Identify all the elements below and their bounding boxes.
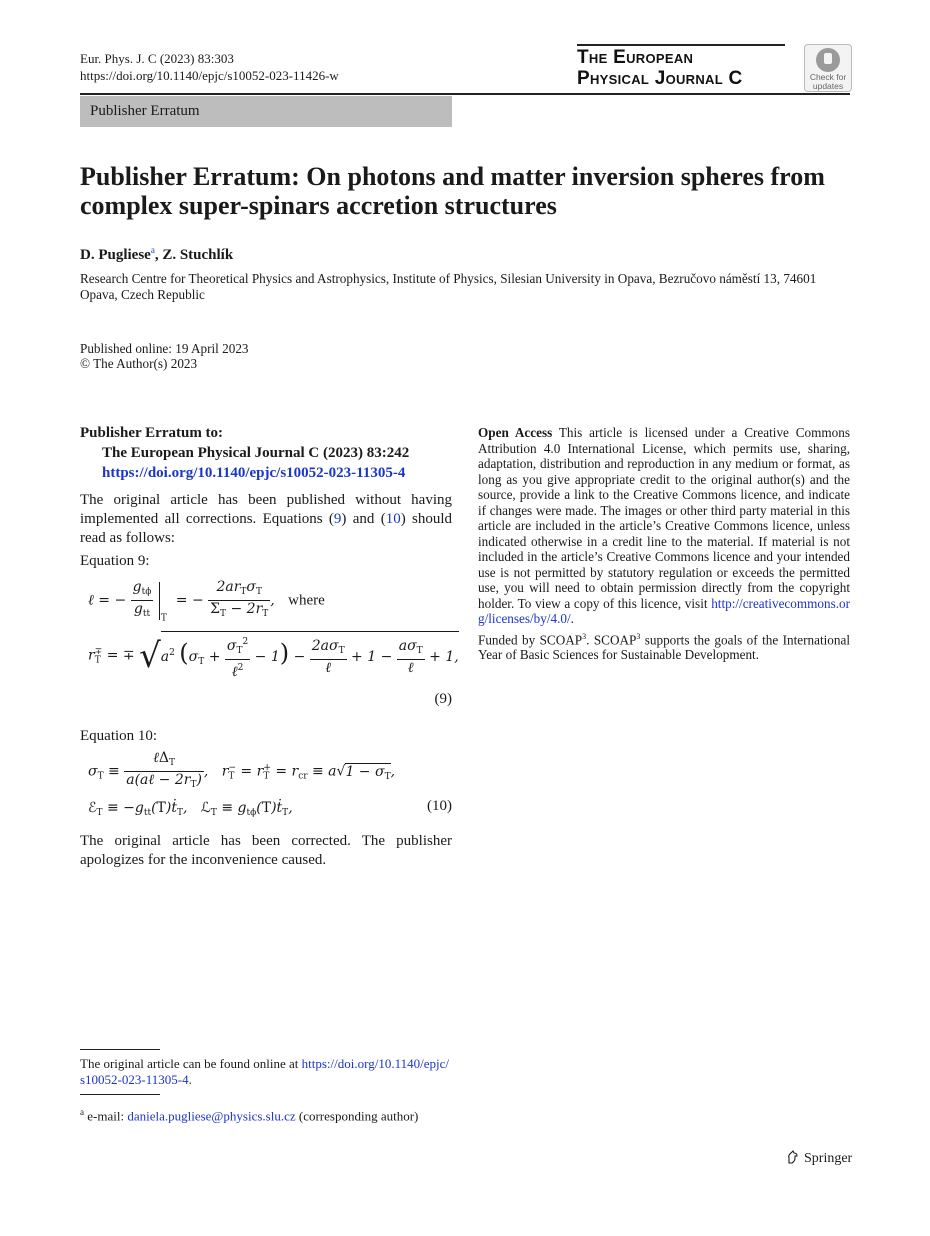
author-separator: ,: [154, 247, 163, 263]
equation-9-line2: $r_T^\mp$ = ∓ $√a^2$ ($\sigma_T$ + $\frac{\sigma_T^2}{\ell^2}$ − 1) − $\frac{2a\sigma_T}{\text{ℓ}}$ + 1 − $\frac{a\sigma_T}{\text{ℓ}}$ + 1,: [88, 631, 459, 680]
journal-logo-line2: Physical Journal C: [577, 68, 743, 89]
funding-text: . SCOAP: [586, 631, 637, 647]
equation-10-number: (10): [427, 798, 452, 814]
journal-logo-line1: The European: [577, 47, 694, 68]
funding-text: supports the goals of the International Year of Basic Sciences for Sustainable Development.: [478, 631, 850, 663]
intro-text: ) should read as follows:: [80, 511, 452, 546]
footnote-rule: [80, 1049, 160, 1050]
email-link[interactable]: daniela.pugliese@physics.slu.cz: [127, 1108, 296, 1124]
equation-9-number: (9): [434, 691, 452, 707]
article-title: Publisher Erratum: On photons and matter inversion spheres from complex super-spinars accretion structures: [80, 162, 825, 220]
closing-paragraph: The original article has been corrected. The publisher apologizes for the inconvenience caused.: [80, 833, 452, 868]
check-for-updates-button[interactable]: [804, 44, 852, 92]
equation-10-line1: $\sigma_T$ ≡ $\frac{\ell\Delta_T}{a(a\ell - 2r_T)}$ , $r_T^- = r_T^+ = r_{cr} \equiv a√1 - \sigma_T$,: [88, 750, 396, 790]
journal-citation: Eur. Phys. J. C (2023) 83:303: [80, 51, 234, 66]
funding-text: Funded by SCOAP: [478, 631, 583, 647]
update-badge-line1: Check for: [809, 72, 847, 82]
email-label: e-mail:: [87, 1108, 128, 1124]
equation-10-label: Equation 10:: [80, 728, 158, 744]
original-article-link[interactable]: https://doi.org/10.1140/epjc/s10052-023-11305-4: [80, 1056, 449, 1087]
publisher-logo[interactable]: [786, 1150, 852, 1168]
where-word: where: [288, 592, 325, 609]
author-name: D. Pugliese: [80, 247, 151, 263]
author-list: [80, 245, 233, 264]
license-text: This article is licensed under a Creative Commons Attribution 4.0 International License, which permits use, sharing, adaptation, distribution and reproduction in any medium or format, as long as you give appropriate credit to the original author(s) and the source, provide a link to the Creative Commons licence, and indicate if changes were made. The images or other third party material in this article are included in the article’s Creative Commons licence, unless indicated otherwise in a credit line to the material. If material is not included in the article’s Creative Commons licence and your intended use is not permitted by statutory regulation or exceeds the permitted use, you will need to obtain permission directly from the copyright holder. To view a copy of this licence, visit: [478, 425, 850, 611]
footnote-rule: [80, 1094, 160, 1095]
erratum-doi-link[interactable]: https://doi.org/10.1140/epjc/s10052-023-11305-4: [102, 465, 406, 481]
equation-9-label: Equation 9:: [80, 553, 150, 569]
affiliation: Research Centre for Theoretical Physics and Astrophysics, Institute of Physics, Silesian University in Opava, Bezručovo náměstí 13, 74601 Opava, Czech Republic: [80, 271, 817, 302]
funding-superscript: 3: [636, 631, 641, 641]
open-access-notice: [478, 425, 850, 663]
journal-logo[interactable]: [577, 47, 787, 89]
intro-text: The original article has been published without having implemented all corrections. Equations (: [80, 492, 452, 527]
citation-block: [80, 50, 339, 84]
license-paragraph: [478, 425, 850, 627]
update-badge-line2: updates: [812, 81, 844, 91]
bookmark-icon: [816, 48, 840, 72]
funding-superscript: 3: [582, 631, 587, 641]
funding-paragraph: [478, 629, 850, 663]
article-doi[interactable]: https://doi.org/10.1140/epjc/s10052-023-11426-w: [80, 68, 339, 83]
email-note: (corresponding author): [295, 1108, 419, 1124]
journal-logo-rule: [577, 44, 785, 46]
equation-9-link[interactable]: 9: [333, 511, 342, 527]
header-divider: [80, 93, 850, 95]
equation-9-line1: ℓ = − $\frac{g_{t\phi}}{g_{tt}}$ $_T$ = − $\frac{2ar_T\sigma_T}{\Sigma_T - 2r_T}$ , where: [88, 579, 325, 624]
erratum-heading: Publisher Erratum to:: [80, 425, 224, 441]
open-access-label: Open Access: [478, 425, 553, 440]
email-footnote: [80, 1104, 452, 1124]
equation-9: [80, 571, 459, 713]
footnote-marker: a: [80, 1107, 84, 1117]
article-type-banner: Publisher Erratum: [80, 96, 452, 127]
publisher-name: Springer: [804, 1151, 853, 1166]
footnote-marker[interactable]: a: [150, 245, 155, 255]
equation-10-link[interactable]: 10: [385, 511, 401, 527]
publication-info: [80, 341, 249, 371]
published-date: Published online: 19 April 2023: [80, 341, 249, 356]
intro-text: ) and (: [341, 511, 386, 527]
left-column: [80, 423, 459, 870]
erratum-doi-row: [80, 463, 452, 483]
license-end: .: [570, 611, 574, 626]
equation-10: [80, 746, 452, 832]
equation-10-line2: ℰ$_T$ ≡ $-g_{tt}(T)ṫ_T$, ℒ$_T$ ≡ $g_{t\phi}(T)ṫ_T$,: [88, 800, 293, 818]
erratum-reference: The European Physical Journal C (2023) 83:242: [102, 445, 410, 461]
springer-horse-icon: [786, 1150, 800, 1164]
footnote-text: The original article can be found online at: [80, 1056, 302, 1071]
original-article-footnote: [80, 1056, 452, 1088]
footnote-text: .: [188, 1072, 192, 1087]
copyright-notice: © The Author(s) 2023: [80, 356, 198, 371]
author-name: Z. Stuchlík: [162, 247, 234, 263]
license-link[interactable]: http://creativecommons.org/licenses/by/4.0/: [478, 595, 850, 626]
intro-paragraph: [80, 491, 452, 548]
